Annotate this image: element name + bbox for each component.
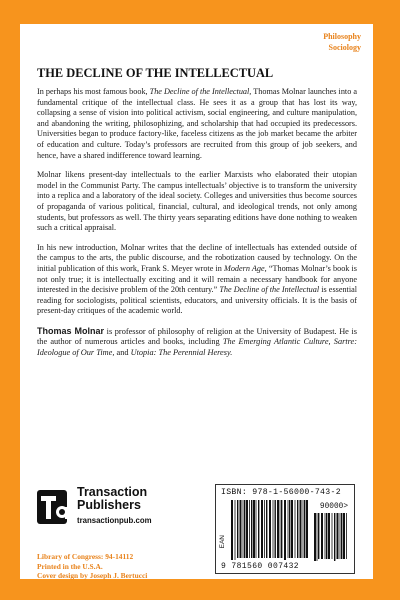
description-body [37,87,357,368]
paragraph-text-segment: The Decline of the Intellectual [219,285,320,295]
barcode-bar [258,500,259,558]
paragraph-text-segment: The Decline of the Intellectual, [149,87,252,96]
barcode-bar [246,500,248,558]
barcode-bar [300,500,302,558]
description-paragraph-3 [37,243,357,317]
ta-logo-icon [37,486,73,526]
barcode-bar [284,500,286,560]
bio-text-segment: Utopia: The Perennial Heresy. [130,348,233,358]
barcode-bar [321,513,323,559]
bio-text-segment: and [114,348,131,358]
barcode-bar [235,500,236,560]
barcode-bars [230,500,310,560]
paragraph-text-segment: In his new introduction, Molnar writes that the decline of intellectuals has extended outside of the campus to the arts, the public discourse, and the robotization caused by technology. On the initial publication of this work, Frank S. Meyer wrote in [37,242,357,273]
barcode-bar [318,513,319,559]
barcode-bar [269,500,271,558]
cover-design-credit: Cover design by Joseph J. Bertucci [37,571,148,581]
author-name: Thomas Molnar [37,325,105,336]
barcode-bar [303,500,304,558]
barcode-bar [295,500,296,558]
barcode-bar [240,500,242,558]
barcode-bar [332,513,333,559]
barcode-bar [256,500,257,558]
barcode-bar [261,500,263,558]
barcode-bar [306,500,308,558]
bio-text-segment: The Emerging Atlantic Culture, Sartre: Ideologue of Our Time, [37,337,358,358]
barcode-bar [334,513,335,561]
barcode-bar [343,513,345,559]
publisher-url: transactionpub.com [77,516,152,525]
paragraph-text-segment: Modern Age, [224,263,267,273]
barcode-bar [289,500,290,558]
barcode-bar [251,500,252,558]
barcode-bar [325,513,326,559]
description-paragraph-1 [37,87,357,161]
paragraph-text-segment: “Thomas Molnar’s book is not only true; it is intellectually exciting and it will remain a necessary handbook for anyone interested in the decisive problem of the 20th century.” [37,263,357,295]
barcode-bar [328,513,330,559]
barcode-number: 9 781560 007432 [221,562,300,571]
credits-block [37,552,147,581]
barcode-bar [288,500,289,558]
publisher-logo [37,484,187,539]
category-sociology: Sociology [328,43,361,52]
paragraph-text-segment: In perhaps his most famous book, [37,87,150,96]
description-paragraph-2 [37,170,357,234]
barcode-bar [280,500,281,558]
barcode-bar [253,500,255,558]
price-code: 90000> [319,503,348,511]
barcode-bar [337,513,339,559]
barcode-bar [273,500,274,558]
ean-label: EAN [219,535,226,549]
barcode-bar [281,500,282,558]
barcode-bar [346,513,347,559]
barcode-bar [314,513,316,561]
book-title: THE DECLINE OF THE INTELLECTUAL [37,66,274,80]
paragraph-text-segment: Thomas Molnar launches into a fundamental critique of the intellectual class. He sees it as a group that has lost its way, collapsing a sense of vision into political activism, social engineering, and culture manipulation, and abandoning the writing, philosophizing, and scholarship that had occupied its predecessors. Universities began to produce factory-like, faceless citizens as the job market became the arbiter of education and culture. Today’s professors are recruited from this group of job seekers, and hence, have a shared indifference toward learning. [37,87,357,160]
barcode-bar [275,500,276,558]
paragraph-text-segment: is essential reading for sociologists, political scientists, educators, and university officials. It is the basis of present-day critiques of the academic world. [37,285,358,316]
category-philosophy: Philosophy [323,32,361,41]
barcode-box [215,484,355,574]
category-label [323,31,361,53]
loc-number: Library of Congress: 94-14112 [37,552,134,561]
printed-in: Printed in the U.S.A. [37,561,103,571]
publisher-name [77,486,147,512]
barcode-bar [266,500,267,558]
price-barcode-bars [313,513,349,561]
barcode-bar [340,513,341,559]
barcode-bar [237,500,238,558]
barcode-bar [341,513,342,559]
bio-text-segment: is professor of philosophy of religion at the University of Budapest. He is the author of numerous articles and books, including [37,326,357,347]
publisher-name-line2: Publishers [77,498,141,512]
barcode-bar [231,500,233,560]
back-cover-panel [20,24,373,579]
barcode-bar [264,500,265,558]
barcode-bar [317,513,318,561]
barcode-bar [249,500,250,558]
barcode-bar [244,500,245,558]
barcode-bar [326,513,327,559]
barcode-bar [291,500,293,558]
barcode-bar [243,500,244,558]
barcode-bar [304,500,305,558]
isbn-text: ISBN: 978-1-56000-743-2 [221,488,341,497]
barcode-bar [297,500,298,558]
barcode-bar [277,500,279,558]
author-bio [37,326,357,359]
paragraph-text-segment: Molnar likens present-day intellectuals to the earlier Marxists who elaborated their utopian model in the Communist Party. The campus intellectuals’ objective is to transform the university into a replica and a laboratory of the ideal society. Colleges and universities thus become sources of propaganda of various political, financial, cultural, and ideological trends, not only among students, but professors as well. The thirty years separating editions have done nothing to weaken such a critical appraisal. [37,170,357,233]
publisher-name-line1: Transaction [77,485,148,499]
